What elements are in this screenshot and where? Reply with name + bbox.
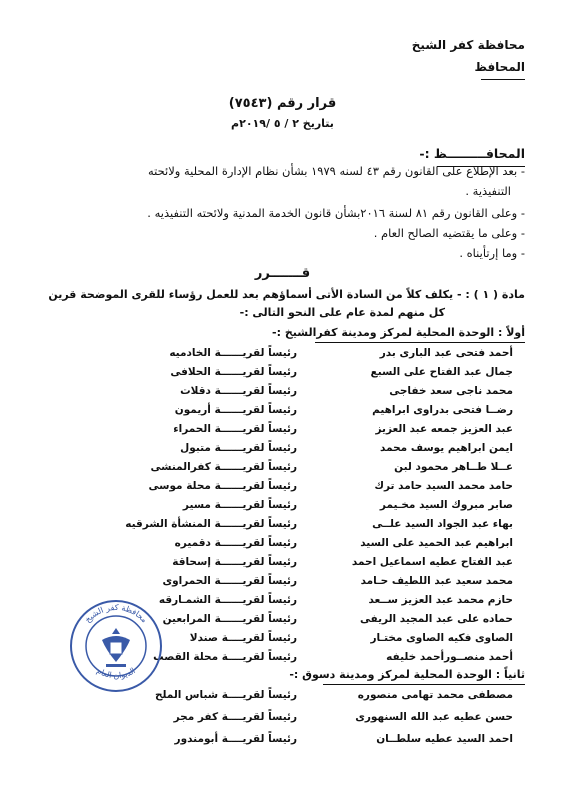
village-role: رئيساً لقريــــة شباس الملح <box>154 689 297 701</box>
village-role: رئيساً لقريــــــة المنشأة الشرقيه <box>125 518 297 530</box>
village-role: رئيساً لقريــــــة دقلات <box>180 385 297 397</box>
village-role: رئيساً لقريــــــة متبول <box>180 442 297 454</box>
village-role: رئيساً لقريــــة أبومندور <box>174 733 297 745</box>
governor-title: المحافظ <box>474 60 525 74</box>
appointee-name: مصطفى محمد تهامى منصوره <box>357 689 513 701</box>
village-role: رئيساً لقريــــــة الحلافى <box>170 366 297 378</box>
governor-heading: المحافـــــــــظ :- <box>419 146 525 161</box>
list-item <box>0 556 565 576</box>
article-line-2: كل منهم لمدة عام على النحو التالى :- <box>239 306 445 319</box>
official-seal <box>68 598 164 694</box>
decision-heading: قـــــــرر <box>254 266 311 281</box>
appointee-name: عــلا طــاهر محمود لبن <box>394 461 513 473</box>
list-item <box>0 711 565 731</box>
list-item <box>0 518 565 538</box>
appointee-name: محمد ناجى سعد خفاجى <box>389 385 513 397</box>
preamble-line-3: - وعلى القانون رقم ٨١ لسنة ٢٠١٦بشأن قانون الخدمة المدنية ولائحته التنفيذيه . <box>147 206 525 220</box>
appointee-name: عبد العزيز جمعه عبد العزيز <box>375 423 513 435</box>
appointee-name: حامد محمد السيد حامد ترك <box>374 480 513 492</box>
village-role: رئيساً لقريــــة صندلا <box>189 632 297 644</box>
appointee-name: حماده على عبد المجيد الريفى <box>359 613 513 625</box>
village-role: رئيساً لقريــــــة الشمـارقه <box>158 594 297 606</box>
list-item <box>0 575 565 595</box>
list-item <box>0 537 565 557</box>
appointee-name: جمال عبد الفتاح على السبع <box>370 366 513 378</box>
list-item <box>0 385 565 405</box>
eagle-emblem-icon <box>102 628 130 667</box>
section-2-title: ثانياً : الوحدة المحلية لمركز ومدينة دسوق :- <box>289 668 525 681</box>
preamble-line-1: - بعد الإطلاع على القانون رقم ٤٣ لسنه ١٩٧٩ بشأن نظام الإدارة المحلية ولائحته <box>147 164 525 178</box>
list-item <box>0 733 565 753</box>
appointee-name: بهاء عبد الجواد السيد علــى <box>372 518 513 530</box>
list-item <box>0 461 565 481</box>
list-item <box>0 499 565 519</box>
appointee-name: حسن عطيه عبد الله السنهورى <box>355 711 513 723</box>
appointee-name: أحمد فتحى عبد البارى بدر <box>379 347 513 359</box>
appointee-name: احمد السيد عطيه سلطــان <box>376 733 513 745</box>
village-role: رئيساً لقريــــــة الحمراوى <box>162 575 297 587</box>
svg-text:الديوان العام <box>95 666 137 680</box>
appointee-name: عبد الفتاح عطيه اسماعيل احمد <box>351 556 513 568</box>
preamble-line-4: - وعلى ما يقتضيه الصالح العام . <box>373 226 525 240</box>
appointee-name: حازم محمد عبد العزيز ســعد <box>368 594 513 606</box>
village-role: رئيساً لقريــــــة المرابعين <box>162 613 297 625</box>
village-role: رئيساً لقريــــــة كفرالمنشى <box>150 461 297 473</box>
header-underline <box>481 79 525 80</box>
village-role: رئيساً لقريــــــة أريمون <box>174 404 297 416</box>
appointee-name: ايمن ابراهيم يوسف محمد <box>380 442 513 454</box>
appointee-name: رضــا فتحى بدراوى ابراهيم <box>372 404 513 416</box>
article-line-1: مادة ( ١ ) : - يكلف كلاً من السادة الأتى أسماؤهم بعد للعمل رؤساء للقرى الموضحة قرين <box>48 288 525 301</box>
list-item <box>0 442 565 462</box>
village-role: رئيساً لقريــــة كفر مجر <box>173 711 297 723</box>
appointee-name: محمد سعيد عبد اللطيف حـامد <box>360 575 513 587</box>
svg-text:محافظة كفر الشيخ <box>83 603 149 625</box>
village-role: رئيساً لقريــــــة إسحاقة <box>172 556 297 568</box>
stamp-top-text: محافظة كفر الشيخ <box>83 602 149 625</box>
village-role: رئيساً لقريــــــة دقميره <box>174 537 297 549</box>
section-1-title: أولاً : الوحدة المحلية لمركز ومدينة كفرالشيخ :- <box>272 326 525 339</box>
list-item <box>0 480 565 500</box>
appointee-name: صابر مبروك السيد مخـيمر <box>379 499 513 511</box>
decree-number: قرار رقم (٧٥٤٣) <box>228 96 337 111</box>
village-role: رئيساً لقريــــة محلة القصب <box>153 651 297 663</box>
appointee-name: الصاوى فكيه الصاوى مختـار <box>370 632 513 644</box>
governorate-name: محافظة كفر الشيخ <box>411 38 525 52</box>
appointee-name: أحمد منصــورأحمد خليفه <box>386 651 513 663</box>
village-role: رئيساً لقريــــــة مسير <box>182 499 297 511</box>
preamble-line-2: التنفيذية . <box>465 184 511 198</box>
appointee-name: ابراهيم عبد الحميد على السيد <box>360 537 513 549</box>
section-1-underline <box>315 342 525 343</box>
village-role: رئيساً لقريــــــة الحمراء <box>173 423 297 435</box>
list-item <box>0 404 565 424</box>
list-item <box>0 423 565 443</box>
list-item <box>0 347 565 367</box>
preamble-line-5: - وما إرتأيناه . <box>459 246 525 260</box>
stamp-bottom-text: الديوان العام <box>95 666 137 681</box>
village-role: رئيساً لقريــــــة محلة موسى <box>148 480 297 492</box>
village-role: رئيساً لقريــــــة الخادميه <box>169 347 297 359</box>
decree-date: بتاريخ ٢ / ٥ /٢٠١٩م <box>231 117 334 130</box>
list-item <box>0 366 565 386</box>
section-2-underline <box>323 684 525 685</box>
